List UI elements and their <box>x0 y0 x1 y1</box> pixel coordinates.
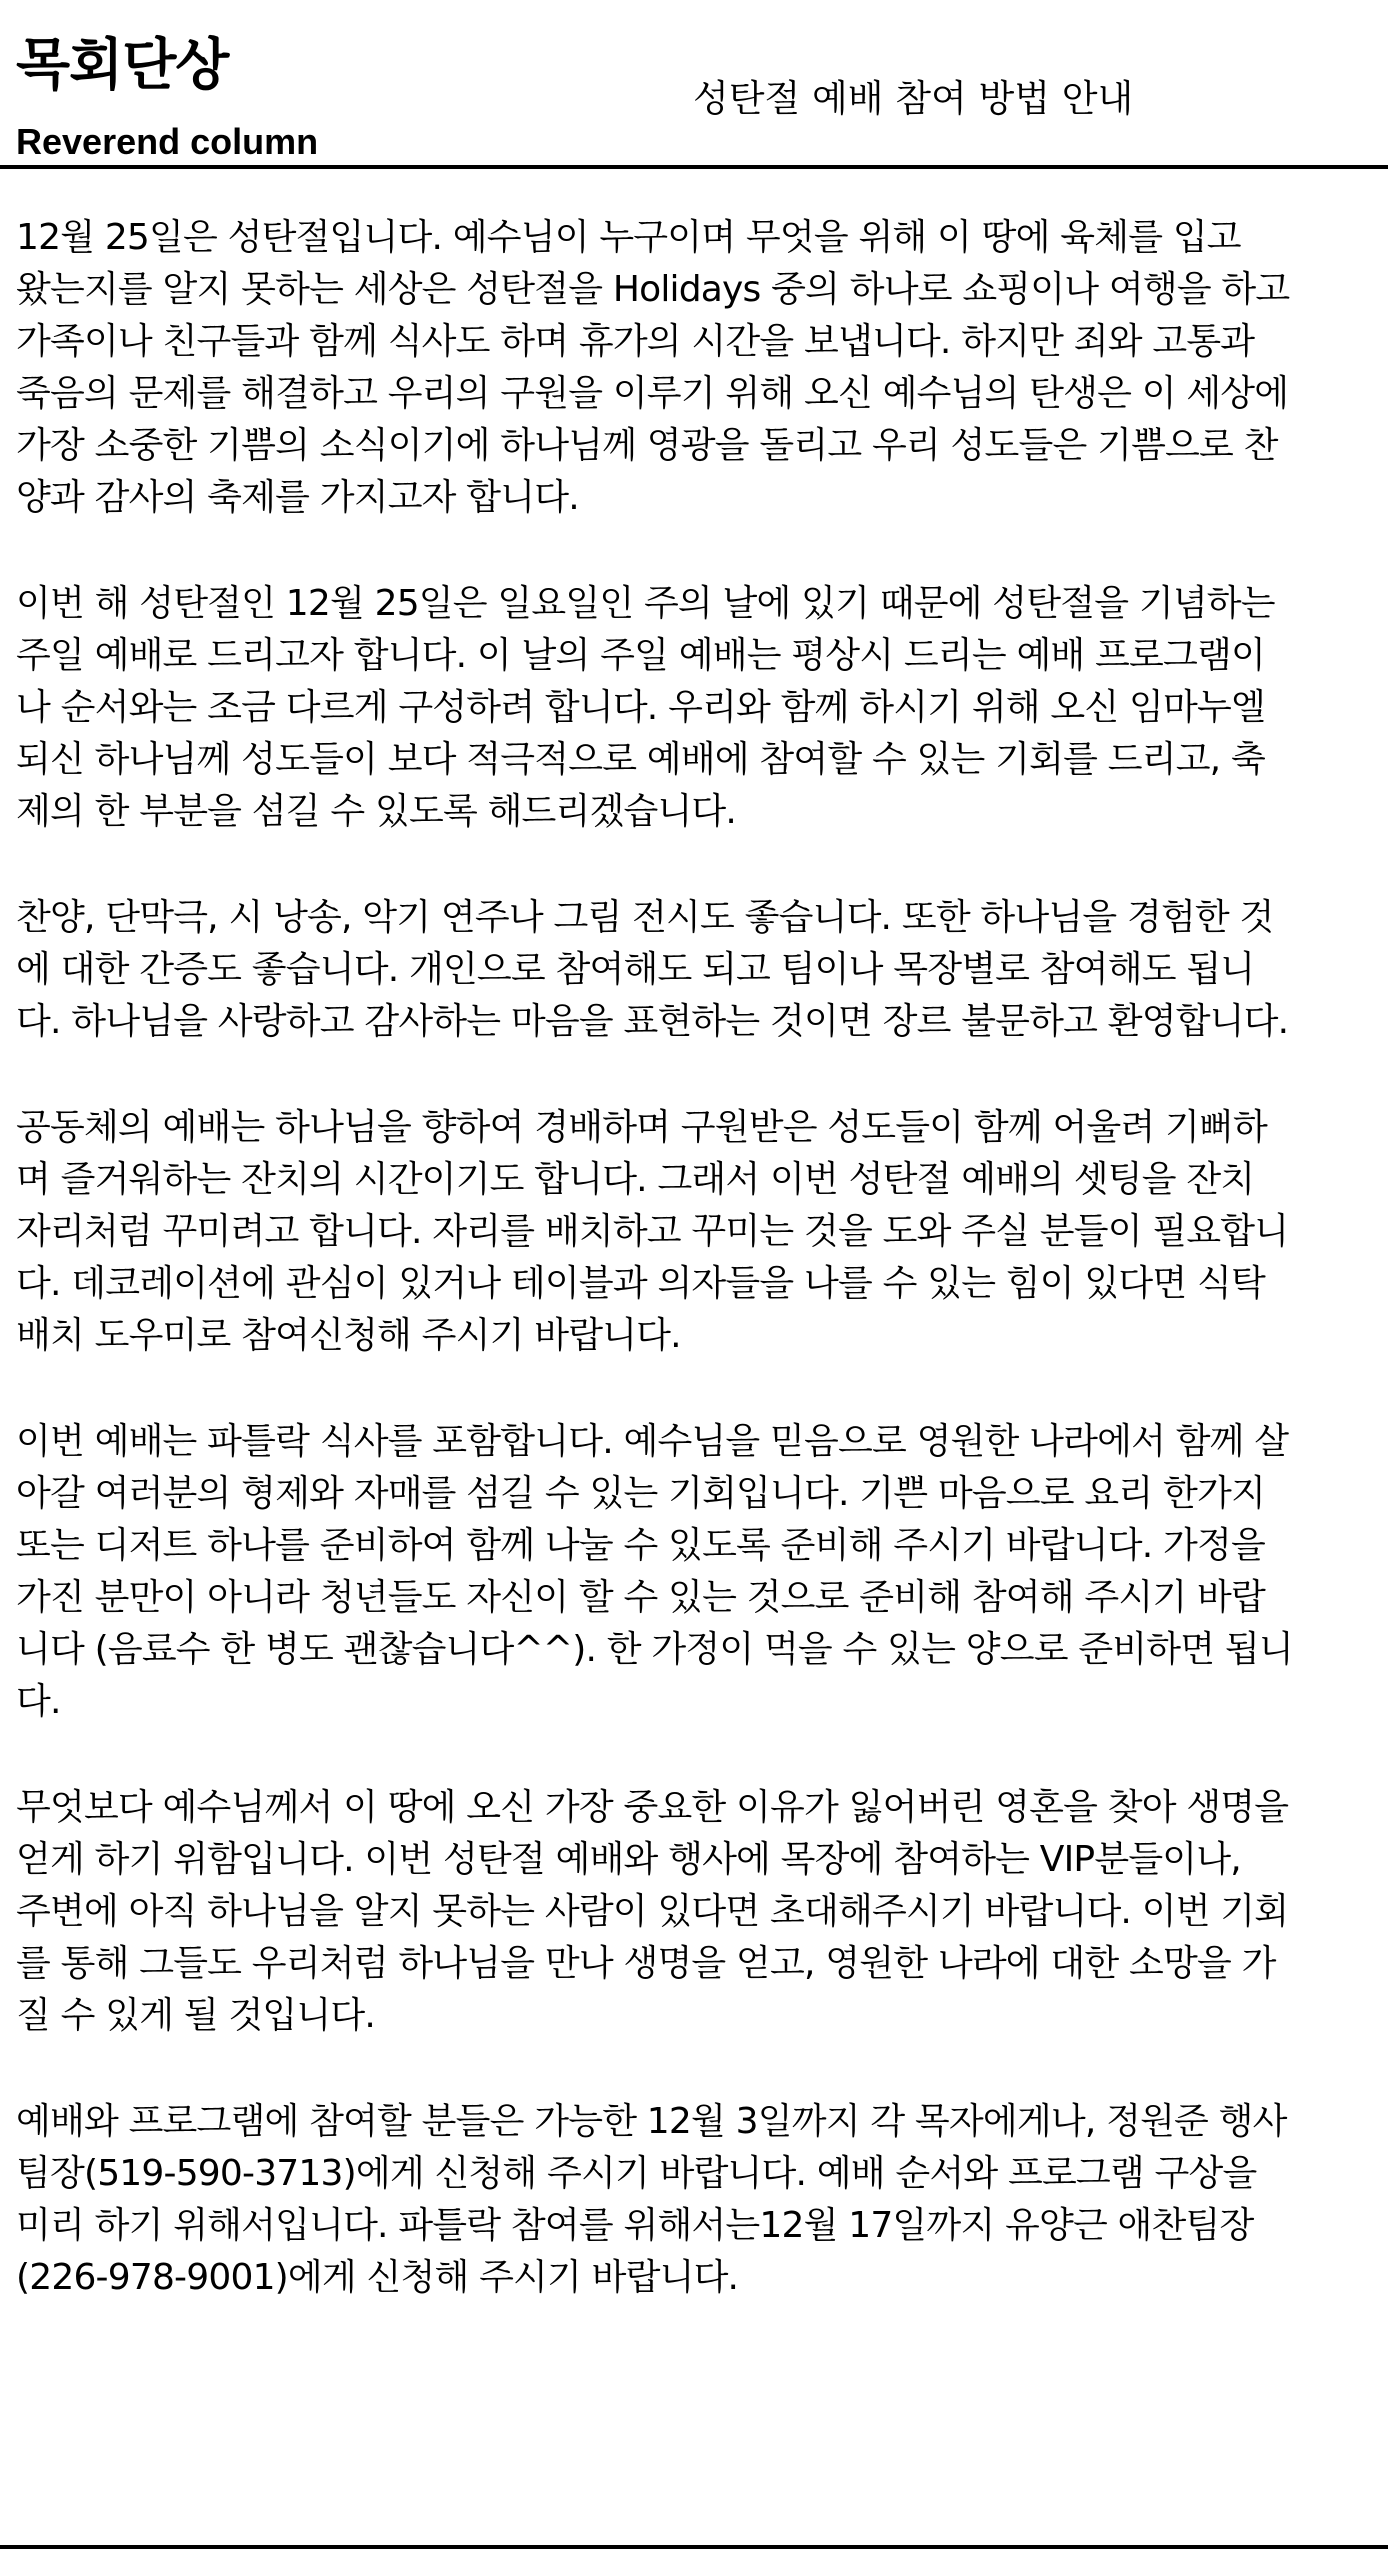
column-title-korean: 목회단상 <box>16 33 229 98</box>
header-divider <box>0 165 1388 169</box>
text-line: 며 즐거워하는 잔치의 시간이기도 합니다. 그래서 이번 성탄절 예배의 셋팅을 잔치 <box>16 1159 1255 1200</box>
article-body <box>16 212 1372 2358</box>
text-line: 에 대한 간증도 좋습니다. 개인으로 참여해도 되고 팀이나 목장별로 참여해도 됩니 <box>16 949 1255 990</box>
text-line: 이번 해 성탄절인 12월 25일은 일요일인 주의 날에 있기 때문에 성탄절을 기념하는 <box>16 583 1275 624</box>
text-line: 공동체의 예배는 하나님을 향하여 경배하며 구원받은 성도들이 함께 어울려 기뻐하 <box>16 1107 1267 1148</box>
paragraph <box>16 2096 1372 2304</box>
text-line: 제의 한 부분을 섬길 수 있도록 해드리겠습니다. <box>16 791 737 832</box>
article-title: 성탄절 예배 참여 방법 안내 <box>693 77 1134 120</box>
text-line: 무엇보다 예수님께서 이 땅에 오신 가장 중요한 이유가 잃어버린 영혼을 찾아 생명을 <box>16 1787 1289 1828</box>
paragraph <box>16 1782 1372 2042</box>
column-title-english: Reverend column <box>16 121 319 162</box>
text-line: 주변에 아직 하나님을 알지 못하는 사람이 있다면 초대해주시기 바랍니다. 이번 기회 <box>16 1891 1289 1932</box>
text-line: 미리 하기 위해서입니다. 파틀락 참여를 위해서는12월 17일까지 유양근 애찬팀장 <box>16 2205 1254 2246</box>
text-line: 예배와 프로그램에 참여할 분들은 가능한 12월 3일까지 각 목자에게나, 정원준 행사 <box>16 2101 1287 2142</box>
text-line: 니다 (음료수 한 병도 괜찮습니다^^). 한 가정이 먹을 수 있는 양으로 준비하면 됩니 <box>16 1629 1293 1670</box>
text-line: 주일 예배로 드리고자 합니다. 이 날의 주일 예배는 평상시 드리는 예배 프로그램이 <box>16 635 1265 676</box>
paragraph <box>16 892 1372 1048</box>
text-line: 를 통해 그들도 우리처럼 하나님을 만나 생명을 얻고, 영원한 나라에 대한 소망을 가 <box>16 1943 1276 1984</box>
text-line: 되신 하나님께 성도들이 보다 적극적으로 예배에 참여할 수 있는 기회를 드리고, 축 <box>16 739 1265 780</box>
text-line: 얻게 하기 위함입니다. 이번 성탄절 예배와 행사에 목장에 참여하는 VIP분들이나, <box>16 1839 1241 1880</box>
text-line: (226-978-9001)에게 신청해 주시기 바랍니다. <box>16 2257 739 2298</box>
text-line: 양과 감사의 축제를 가지고자 합니다. <box>16 477 579 518</box>
page-header <box>0 0 1388 170</box>
paragraph <box>16 578 1372 838</box>
text-line: 죽음의 문제를 해결하고 우리의 구원을 이루기 위해 오신 예수님의 탄생은 이 세상에 <box>16 373 1289 414</box>
text-line: 질 수 있게 될 것입니다. <box>16 1995 376 2036</box>
text-line: 이번 예배는 파틀락 식사를 포함합니다. 예수님을 믿음으로 영원한 나라에서 함께 살 <box>16 1421 1289 1462</box>
text-line: 팀장(519-590-3713)에게 신청해 주시기 바랍니다. 예배 순서와 프로그램 구상을 <box>16 2153 1257 2194</box>
text-line: 배치 도우미로 참여신청해 주시기 바랍니다. <box>16 1315 681 1356</box>
text-line: 찬양, 단막극, 시 낭송, 악기 연주나 그림 전시도 좋습니다. 또한 하나님을 경험한 것 <box>16 897 1274 938</box>
paragraph <box>16 1102 1372 1362</box>
text-line: 다. 데코레이션에 관심이 있거나 테이블과 의자들을 나를 수 있는 힘이 있다면 식탁 <box>16 1263 1265 1304</box>
paragraph <box>16 212 1372 524</box>
text-line: 12월 25일은 성탄절입니다. 예수님이 누구이며 무엇을 위해 이 땅에 육체를 입고 <box>16 217 1241 258</box>
text-line: 나 순서와는 조금 다르게 구성하려 합니다. 우리와 함께 하시기 위해 오신 임마누엘 <box>16 687 1265 728</box>
text-line: 자리처럼 꾸미려고 합니다. 자리를 배치하고 꾸미는 것을 도와 주실 분들이 필요합니 <box>16 1211 1289 1252</box>
text-line: 또는 디저트 하나를 준비하여 함께 나눌 수 있도록 준비해 주시기 바랍니다. 가정을 <box>16 1525 1265 1566</box>
text-line: 가장 소중한 기쁨의 소식이기에 하나님께 영광을 돌리고 우리 성도들은 기쁨으로 찬 <box>16 425 1278 466</box>
text-line: 왔는지를 알지 못하는 세상은 성탄절을 Holidays 중의 하나로 쇼핑이나 여행을 하고 <box>16 269 1290 310</box>
text-line: 다. 하나님을 사랑하고 감사하는 마음을 표현하는 것이면 장르 불문하고 환영합니다. <box>16 1001 1289 1042</box>
text-line: 가진 분만이 아니라 청년들도 자신이 할 수 있는 것으로 준비해 참여해 주시기 바랍 <box>16 1577 1265 1618</box>
text-line: 다. <box>16 1681 61 1722</box>
text-line: 아갈 여러분의 형제와 자매를 섬길 수 있는 기회입니다. 기쁜 마음으로 요리 한가지 <box>16 1473 1265 1514</box>
footer-divider <box>0 2545 1388 2549</box>
paragraph <box>16 1416 1372 1728</box>
text-line: 가족이나 친구들과 함께 식사도 하며 휴가의 시간을 보냅니다. 하지만 죄와 고통과 <box>16 321 1255 362</box>
